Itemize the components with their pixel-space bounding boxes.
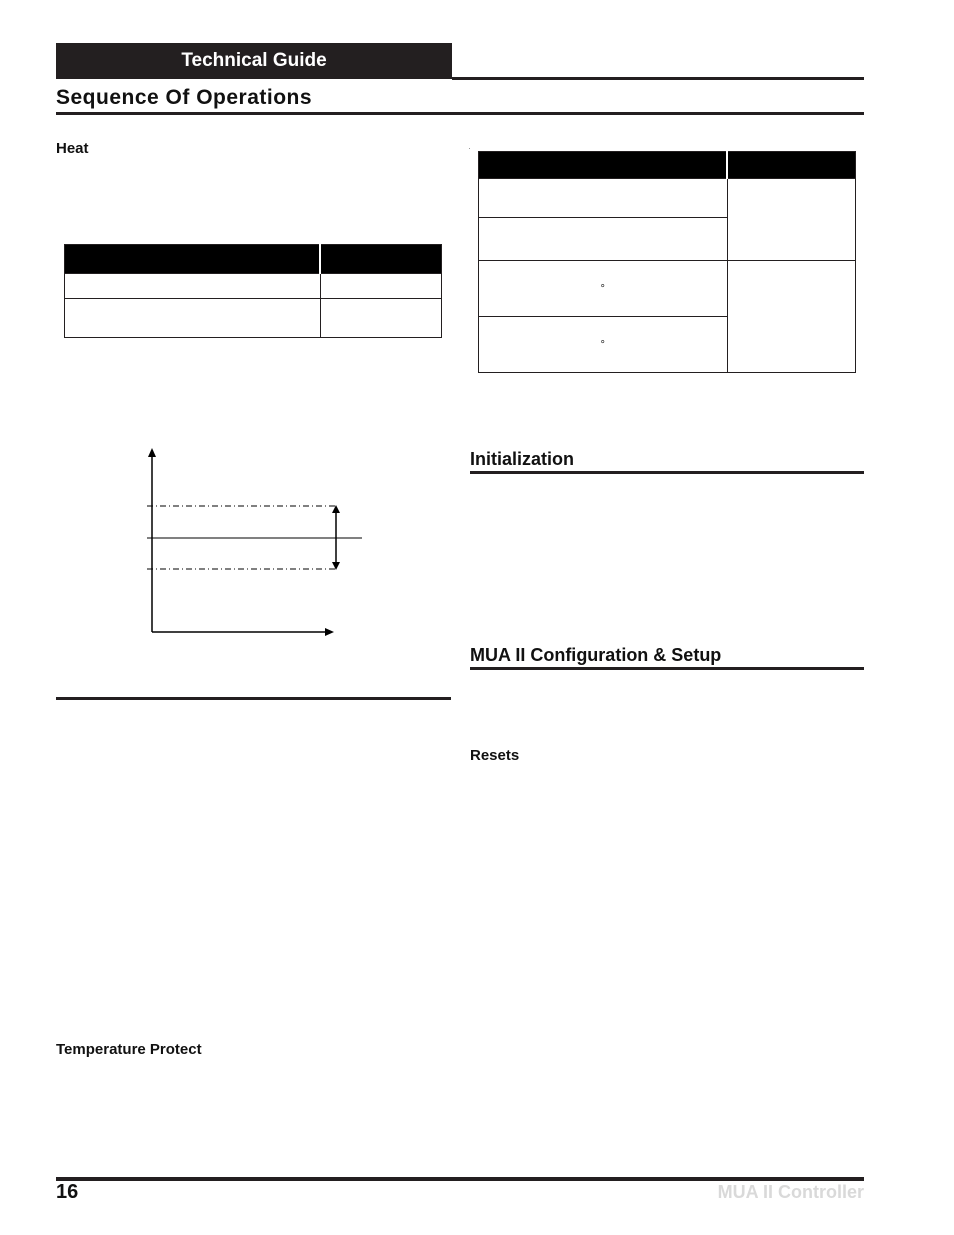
footer-doc-title: MUA II Controller	[717, 1182, 864, 1202]
header-rule	[452, 77, 864, 80]
configuration-heading: MUA II Configuration & Setup	[470, 645, 722, 665]
header-tag: Technical Guide	[56, 43, 452, 79]
sensor-table-header-col1	[479, 152, 728, 179]
heat-table-cell	[320, 299, 442, 338]
sensor-table-cell	[479, 179, 728, 218]
heat-table-header-col2	[320, 245, 442, 274]
page-number: 16	[56, 1181, 79, 1203]
stray-mark	[469, 148, 470, 149]
section-rule	[56, 697, 451, 700]
sensor-table-header-col2	[727, 152, 856, 179]
heat-table-cell	[320, 274, 442, 299]
degree-symbol: °	[600, 282, 605, 295]
y-axis-arrowhead	[148, 448, 156, 457]
configuration-rule	[470, 667, 864, 670]
sensor-table-merged-cell	[727, 179, 856, 261]
title-rule	[56, 112, 864, 115]
sensor-table-cell	[479, 261, 728, 317]
heat-heading: Heat	[56, 140, 89, 157]
x-axis-arrowhead	[325, 628, 334, 636]
sensor-table	[478, 151, 856, 373]
sensor-table-cell	[479, 218, 728, 261]
page-title: Sequence Of Operations	[56, 86, 313, 109]
heat-table-cell	[65, 274, 321, 299]
degree-symbol: °	[600, 338, 605, 351]
heat-table-header-col1	[65, 245, 321, 274]
heat-table	[64, 244, 442, 338]
sensor-table-cell	[479, 317, 728, 373]
initialization-rule	[470, 471, 864, 474]
footer-rule	[56, 1177, 864, 1181]
temperature-protect-heading: Temperature Protect	[56, 1041, 202, 1058]
setpoint-diagram	[140, 445, 370, 640]
initialization-heading: Initialization	[470, 449, 575, 469]
sensor-table-merged-cell	[727, 261, 856, 373]
resets-heading: Resets	[470, 747, 520, 764]
heat-table-cell	[65, 299, 321, 338]
